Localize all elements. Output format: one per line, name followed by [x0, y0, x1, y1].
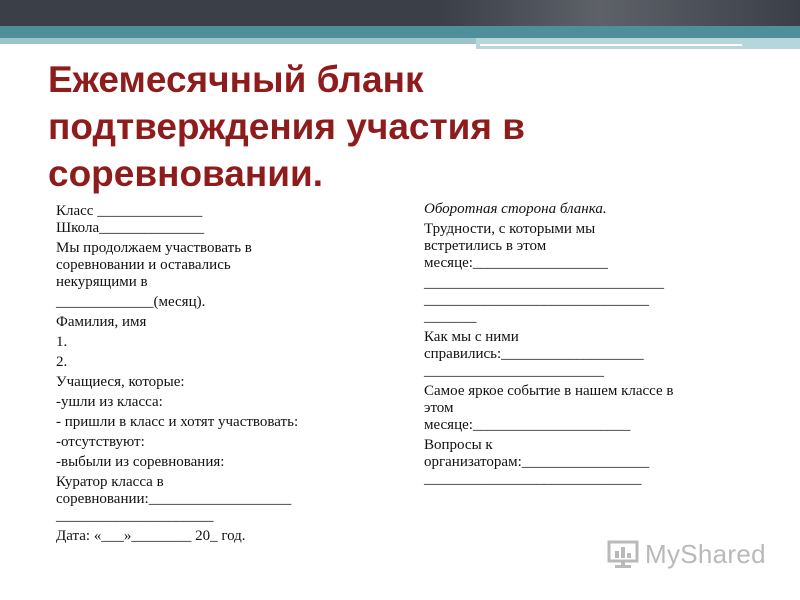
front-paragraph: [56, 528, 406, 545]
back-line: месяце:_____________________: [424, 417, 631, 433]
front-paragraph: [56, 474, 406, 525]
front-line: -отсутствуют:: [56, 434, 145, 450]
front-line: _____________________: [56, 508, 214, 524]
back-line: Как мы с ними: [424, 329, 519, 345]
back-paragraph: [424, 383, 764, 434]
front-line: Дата: «___»________ 20_ год.: [56, 528, 246, 544]
front-line: Куратор класса в: [56, 474, 164, 490]
back-line: ______________________________: [424, 292, 649, 308]
front-line: - пришли в класс и хотят участвовать:: [56, 414, 299, 430]
front-line: соревновании и оставались: [56, 257, 231, 273]
back-line: _____________________________: [424, 471, 642, 487]
front-line: 2.: [56, 354, 68, 370]
front-line: Класс ______________: [56, 203, 203, 219]
slide-title: Ежемесячный бланк подтверждения участия в соревновании.: [48, 59, 525, 194]
front-line: Школа______________: [56, 220, 205, 236]
front-paragraph: [56, 414, 406, 431]
back-paragraph: [424, 437, 764, 488]
back-paragraph: [424, 201, 764, 218]
front-paragraph: [56, 354, 406, 371]
front-paragraph: [56, 240, 406, 291]
watermark-logo: [607, 537, 766, 571]
back-paragraph: [424, 275, 764, 326]
back-line: ________________________: [424, 363, 604, 379]
watermark-text: MyShared: [645, 538, 766, 569]
back-line: Вопросы к: [424, 437, 493, 453]
back-paragraph: [424, 221, 764, 272]
front-line: Учащиеся, которые:: [56, 374, 185, 390]
front-paragraph: [56, 454, 406, 471]
front-paragraph: [56, 334, 406, 351]
front-paragraph: [56, 434, 406, 451]
back-line: месяце:__________________: [424, 255, 608, 271]
back-line: этом: [424, 400, 454, 416]
front-line: соревновании:___________________: [56, 491, 292, 507]
front-line: Фамилия, имя: [56, 314, 147, 330]
back-line: справились:___________________: [424, 346, 644, 362]
front-line: _____________(месяц).: [56, 294, 206, 310]
back-line: Оборотная сторона бланка.: [424, 201, 607, 217]
front-paragraph: [56, 294, 406, 311]
front-paragraph: [56, 374, 406, 391]
form-front-side: [56, 203, 406, 548]
back-line: Самое яркое событие в нашем классе в: [424, 383, 674, 399]
back-line: Трудности, с которыми мы: [424, 221, 596, 237]
back-line: _______: [424, 309, 477, 325]
front-line: 1.: [56, 334, 68, 350]
top-decor-bar: [0, 0, 800, 26]
light-teal-stripe: [0, 38, 476, 44]
front-paragraph: [56, 394, 406, 411]
back-line: ________________________________: [424, 275, 664, 291]
divider-line: [480, 44, 742, 46]
front-paragraph: [56, 203, 406, 237]
front-line: -ушли из класса:: [56, 394, 163, 410]
front-line: -выбыли из соревнования:: [56, 454, 225, 470]
teal-stripe: [0, 26, 800, 38]
back-line: организаторам:_________________: [424, 454, 650, 470]
front-line: некурящими в: [56, 274, 148, 290]
back-line: встретились в этом: [424, 238, 547, 254]
back-paragraph: [424, 329, 764, 380]
front-paragraph: [56, 314, 406, 331]
form-back-side: [424, 201, 764, 491]
front-line: Мы продолжаем участвовать в: [56, 240, 252, 256]
myshared-logo-icon: [607, 539, 641, 569]
